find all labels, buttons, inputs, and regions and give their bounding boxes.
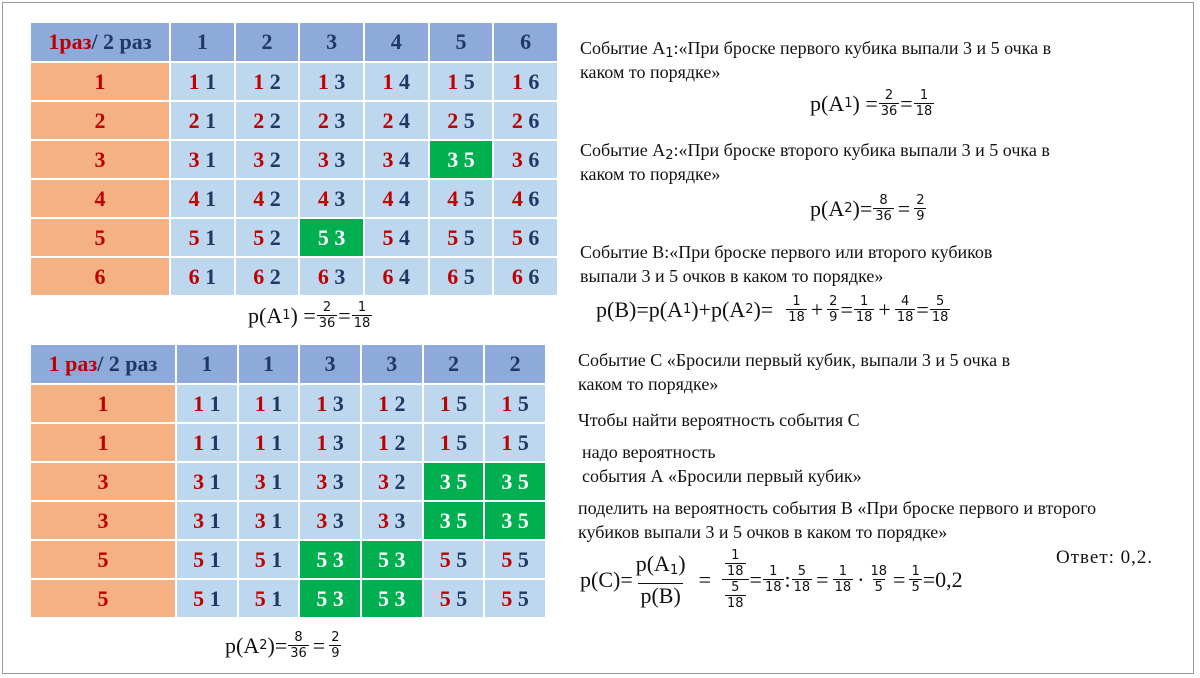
fraction: $\frac{5}{18}$	[931, 294, 949, 325]
fraction: $\frac{1}{5}$	[911, 564, 920, 595]
column-header: 4	[364, 22, 429, 62]
event-b-line2: выпали 3 и 5 очков в каком то порядке»	[580, 266, 884, 286]
outcome-cell: 5 5	[429, 218, 494, 257]
outcome-cell: 2 6	[493, 101, 558, 140]
corner-header: 1раз/ 2 раз	[30, 22, 170, 62]
outcome-cell: 4 5	[429, 179, 494, 218]
event-a1-line1: Событие $A_1:«При$ броске первого кубика выпали 3 и 5 очка в	[580, 38, 1052, 61]
row-header: 1	[30, 62, 170, 101]
outcome-cell: 6 6	[493, 257, 558, 296]
outcome-cell: 5 4	[364, 218, 429, 257]
outcome-cell: 1 2	[361, 423, 423, 462]
table-row	[30, 501, 546, 540]
row-header: 4	[30, 179, 170, 218]
outcome-cell: 6 2	[235, 257, 300, 296]
outcome-cell: 3 1	[170, 140, 235, 179]
answer-text: Ответ: 0,2.	[1056, 547, 1154, 568]
table-row	[30, 218, 558, 257]
table-row	[30, 579, 546, 618]
outcome-cell: 3 3	[299, 140, 364, 179]
table-row	[30, 179, 558, 218]
fraction: $\frac{1}{18}$	[915, 88, 933, 119]
outcome-cell: 1 1	[238, 384, 300, 423]
formula-pA2-left	[225, 630, 342, 661]
outcome-cell: 5 5	[484, 540, 546, 579]
outcome-cell-highlighted: 3 5	[484, 501, 546, 540]
outcome-cell: 3 3	[299, 462, 361, 501]
event-a2-line1: Событие $A_2:«При$ броске второго кубика выпали 3 и 5 очка в	[580, 140, 1050, 163]
outcome-cell: 5 1	[238, 579, 300, 618]
fraction: $\frac{p(A_1)}{p(B)}$	[635, 550, 686, 608]
row-header: 3	[30, 140, 170, 179]
outcome-cell: 2 3	[299, 101, 364, 140]
outcome-cell-highlighted: 3 5	[484, 462, 546, 501]
outcome-cell-highlighted: 3 5	[429, 140, 494, 179]
outcome-cell-highlighted: 5 3	[299, 540, 361, 579]
formula-pA2-right: p(A 2 )= $\frac{8}{36}$ = $\frac{2}{9}$	[810, 193, 925, 224]
fraction: $\frac{1}{18}$	[855, 294, 873, 325]
outcome-cell-highlighted: 5 3	[361, 579, 423, 618]
column-header: 3	[299, 344, 361, 384]
outcome-cell: 4 1	[170, 179, 235, 218]
outcome-cell: 5 2	[235, 218, 300, 257]
column-header: 3	[299, 22, 364, 62]
table-row	[30, 423, 546, 462]
outcome-cell: 1 5	[429, 62, 494, 101]
outcome-cell: 5 5	[423, 540, 485, 579]
outcome-cell: 1 5	[484, 423, 546, 462]
subscript: 1	[282, 308, 291, 323]
outcome-cell-highlighted: 3 5	[423, 501, 485, 540]
column-header: 2	[484, 344, 546, 384]
event-c-line1: Событие С «Бросили первый кубик, выпали 3 и 5 очка в	[578, 350, 1011, 370]
eq-sign: ) =	[290, 302, 316, 328]
column-header: 2	[235, 22, 300, 62]
outcome-cell: 2 2	[235, 101, 300, 140]
subscript: 2	[259, 638, 268, 653]
outcome-cell: 3 1	[176, 462, 238, 501]
fraction: $\frac{8}{36}$	[290, 630, 307, 661]
outcome-cell-highlighted: 5 3	[299, 579, 361, 618]
outcome-cell-highlighted: 5 3	[299, 218, 364, 257]
outcome-cell: 3 3	[361, 501, 423, 540]
outcome-cell: 5 1	[176, 540, 238, 579]
outcome-cell: 3 6	[493, 140, 558, 179]
outcome-cell: 1 5	[423, 423, 485, 462]
fraction: $\frac{1}{18}$	[764, 564, 782, 595]
table-row	[30, 62, 558, 101]
column-header: 3	[361, 344, 423, 384]
event-a2-line2: каком то порядке»	[580, 164, 721, 184]
outcome-cell: 3 3	[299, 501, 361, 540]
row-header: 6	[30, 257, 170, 296]
event-c-line2: каком то порядке»	[578, 374, 719, 394]
fraction: $\frac{5}{18}$	[793, 564, 811, 595]
formula-pB: p(B)=p(A 1 )+p(A 2 )= 1 18 + $\frac{2}{9}$ = $\frac{1}{18}$ + $\frac{4}{18}$ = $\frac{5}{18}$	[596, 294, 949, 325]
outcome-cell: 3 1	[238, 462, 300, 501]
outcome-cell: 1 1	[238, 423, 300, 462]
table-row	[30, 101, 558, 140]
outcome-cell: 5 5	[423, 579, 485, 618]
outcome-cell: 3 2	[235, 140, 300, 179]
outcome-cell: 5 1	[238, 540, 300, 579]
outcome-cell: 5 5	[484, 579, 546, 618]
outcome-cell: 1 3	[299, 423, 361, 462]
outcome-cell: 1 4	[364, 62, 429, 101]
outcome-cell: 4 4	[364, 179, 429, 218]
outcome-cell: 1 3	[299, 62, 364, 101]
outcome-cell: 1 1	[170, 62, 235, 101]
column-header: 2	[423, 344, 485, 384]
divide-line1: поделить на вероятность события В «При броске первого и второго	[578, 498, 1097, 518]
row-header: 5	[30, 540, 176, 579]
formula-pA1-left	[248, 300, 373, 331]
fraction: $\frac{8}{36}$	[875, 193, 892, 224]
outcome-cell: 1 2	[235, 62, 300, 101]
formula-pC: p(C)= $\frac{p(A_1)}{p(B)}$ = $\frac{\frac{1}{18}}{\frac{5}{18}}$ = $\frac{1}{18}$ : $\frac{5}{18}$ = $\frac{1}{18}$ · $\frac{18}{5}$ = $\frac{1}{5}$ =0,2	[580, 548, 963, 611]
outcome-cell: 5 1	[176, 579, 238, 618]
table-row	[30, 462, 546, 501]
outcome-cell: 5 1	[170, 218, 235, 257]
outcome-cell: 1 3	[299, 384, 361, 423]
eq-sign: =	[338, 302, 351, 328]
outcome-cell: 1 1	[176, 423, 238, 462]
find-text: Чтобы найти вероятность события С	[578, 410, 860, 430]
column-header: 6	[493, 22, 558, 62]
outcome-cell: 5 6	[493, 218, 558, 257]
outcome-cell: 3 4	[364, 140, 429, 179]
fraction: $\frac{2}{36}$	[880, 88, 898, 119]
outcome-cell: 2 4	[364, 101, 429, 140]
fraction: $\frac{1}{18}$	[834, 564, 852, 595]
column-header: 1	[238, 344, 300, 384]
row-header: 3	[30, 462, 176, 501]
outcome-cell: 4 6	[493, 179, 558, 218]
row-header: 2	[30, 101, 170, 140]
outcome-cell: 1 2	[361, 384, 423, 423]
row-header: 1	[30, 423, 176, 462]
need-line1: надо вероятность	[582, 442, 716, 462]
outcome-cell: 6 4	[364, 257, 429, 296]
column-header: 5	[429, 22, 494, 62]
fraction: $\frac{2}{36}$	[318, 300, 336, 331]
formula-pA1-right: p(A 1 ) = $\frac{2}{36}$ = $\frac{1}{18}$	[810, 88, 933, 119]
outcome-cell: 3 1	[176, 501, 238, 540]
corner-header: 1 раз/ 2 раз	[30, 344, 176, 384]
column-header: 1	[176, 344, 238, 384]
outcome-cell-highlighted: 5 3	[361, 540, 423, 579]
outcome-cell: 6 5	[429, 257, 494, 296]
table-row	[30, 540, 546, 579]
fraction: $\frac{2}{9}$	[829, 294, 838, 325]
outcome-cell: 4 2	[235, 179, 300, 218]
outcome-cell: 3 2	[361, 462, 423, 501]
outcome-cell: 1 5	[423, 384, 485, 423]
dice-table-2	[29, 343, 547, 619]
outcome-cell: 4 3	[299, 179, 364, 218]
fraction: $\frac{18}{5}$	[870, 564, 888, 595]
row-header: 5	[30, 218, 170, 257]
row-header: 5	[30, 579, 176, 618]
outcome-cell: 6 3	[299, 257, 364, 296]
column-header: 1	[170, 22, 235, 62]
fraction: 1 18	[788, 294, 805, 325]
outcome-cell: 6 1	[170, 257, 235, 296]
fraction: $\frac{2}{9}$	[331, 630, 340, 661]
dice-table-1	[29, 21, 559, 297]
fraction: $\frac{4}{18}$	[896, 294, 914, 325]
need-line2: события А «Бросили первый кубик»	[582, 466, 862, 486]
row-header: 3	[30, 501, 176, 540]
eq-sign: )=	[267, 632, 288, 658]
event-b-line1: Событие В:«При броске первого или второго кубиков	[580, 242, 993, 262]
outcome-cell: 3 1	[238, 501, 300, 540]
fraction: $\frac{2}{9}$	[916, 193, 925, 224]
outcome-cell-highlighted: 3 5	[423, 462, 485, 501]
p-label: p(A	[225, 632, 260, 658]
eq-sign: =	[312, 632, 326, 658]
fraction: $\frac{1}{18}$	[353, 300, 371, 331]
table-row	[30, 257, 558, 296]
outcome-cell: 2 5	[429, 101, 494, 140]
row-header: 1	[30, 384, 176, 423]
complex-fraction: $\frac{\frac{1}{18}}{\frac{5}{18}}$	[722, 548, 749, 611]
table-row	[30, 140, 558, 179]
outcome-cell: 1 5	[484, 384, 546, 423]
outcome-cell: 1 1	[176, 384, 238, 423]
outcome-cell: 1 6	[493, 62, 558, 101]
table-row	[30, 384, 546, 423]
outcome-cell: 2 1	[170, 101, 235, 140]
p-label: p(A	[248, 302, 283, 328]
event-a1-line2: каком то порядке»	[580, 62, 721, 82]
divide-line2: кубиков выпали 3 и 5 очков в каком то порядке»	[578, 522, 948, 542]
